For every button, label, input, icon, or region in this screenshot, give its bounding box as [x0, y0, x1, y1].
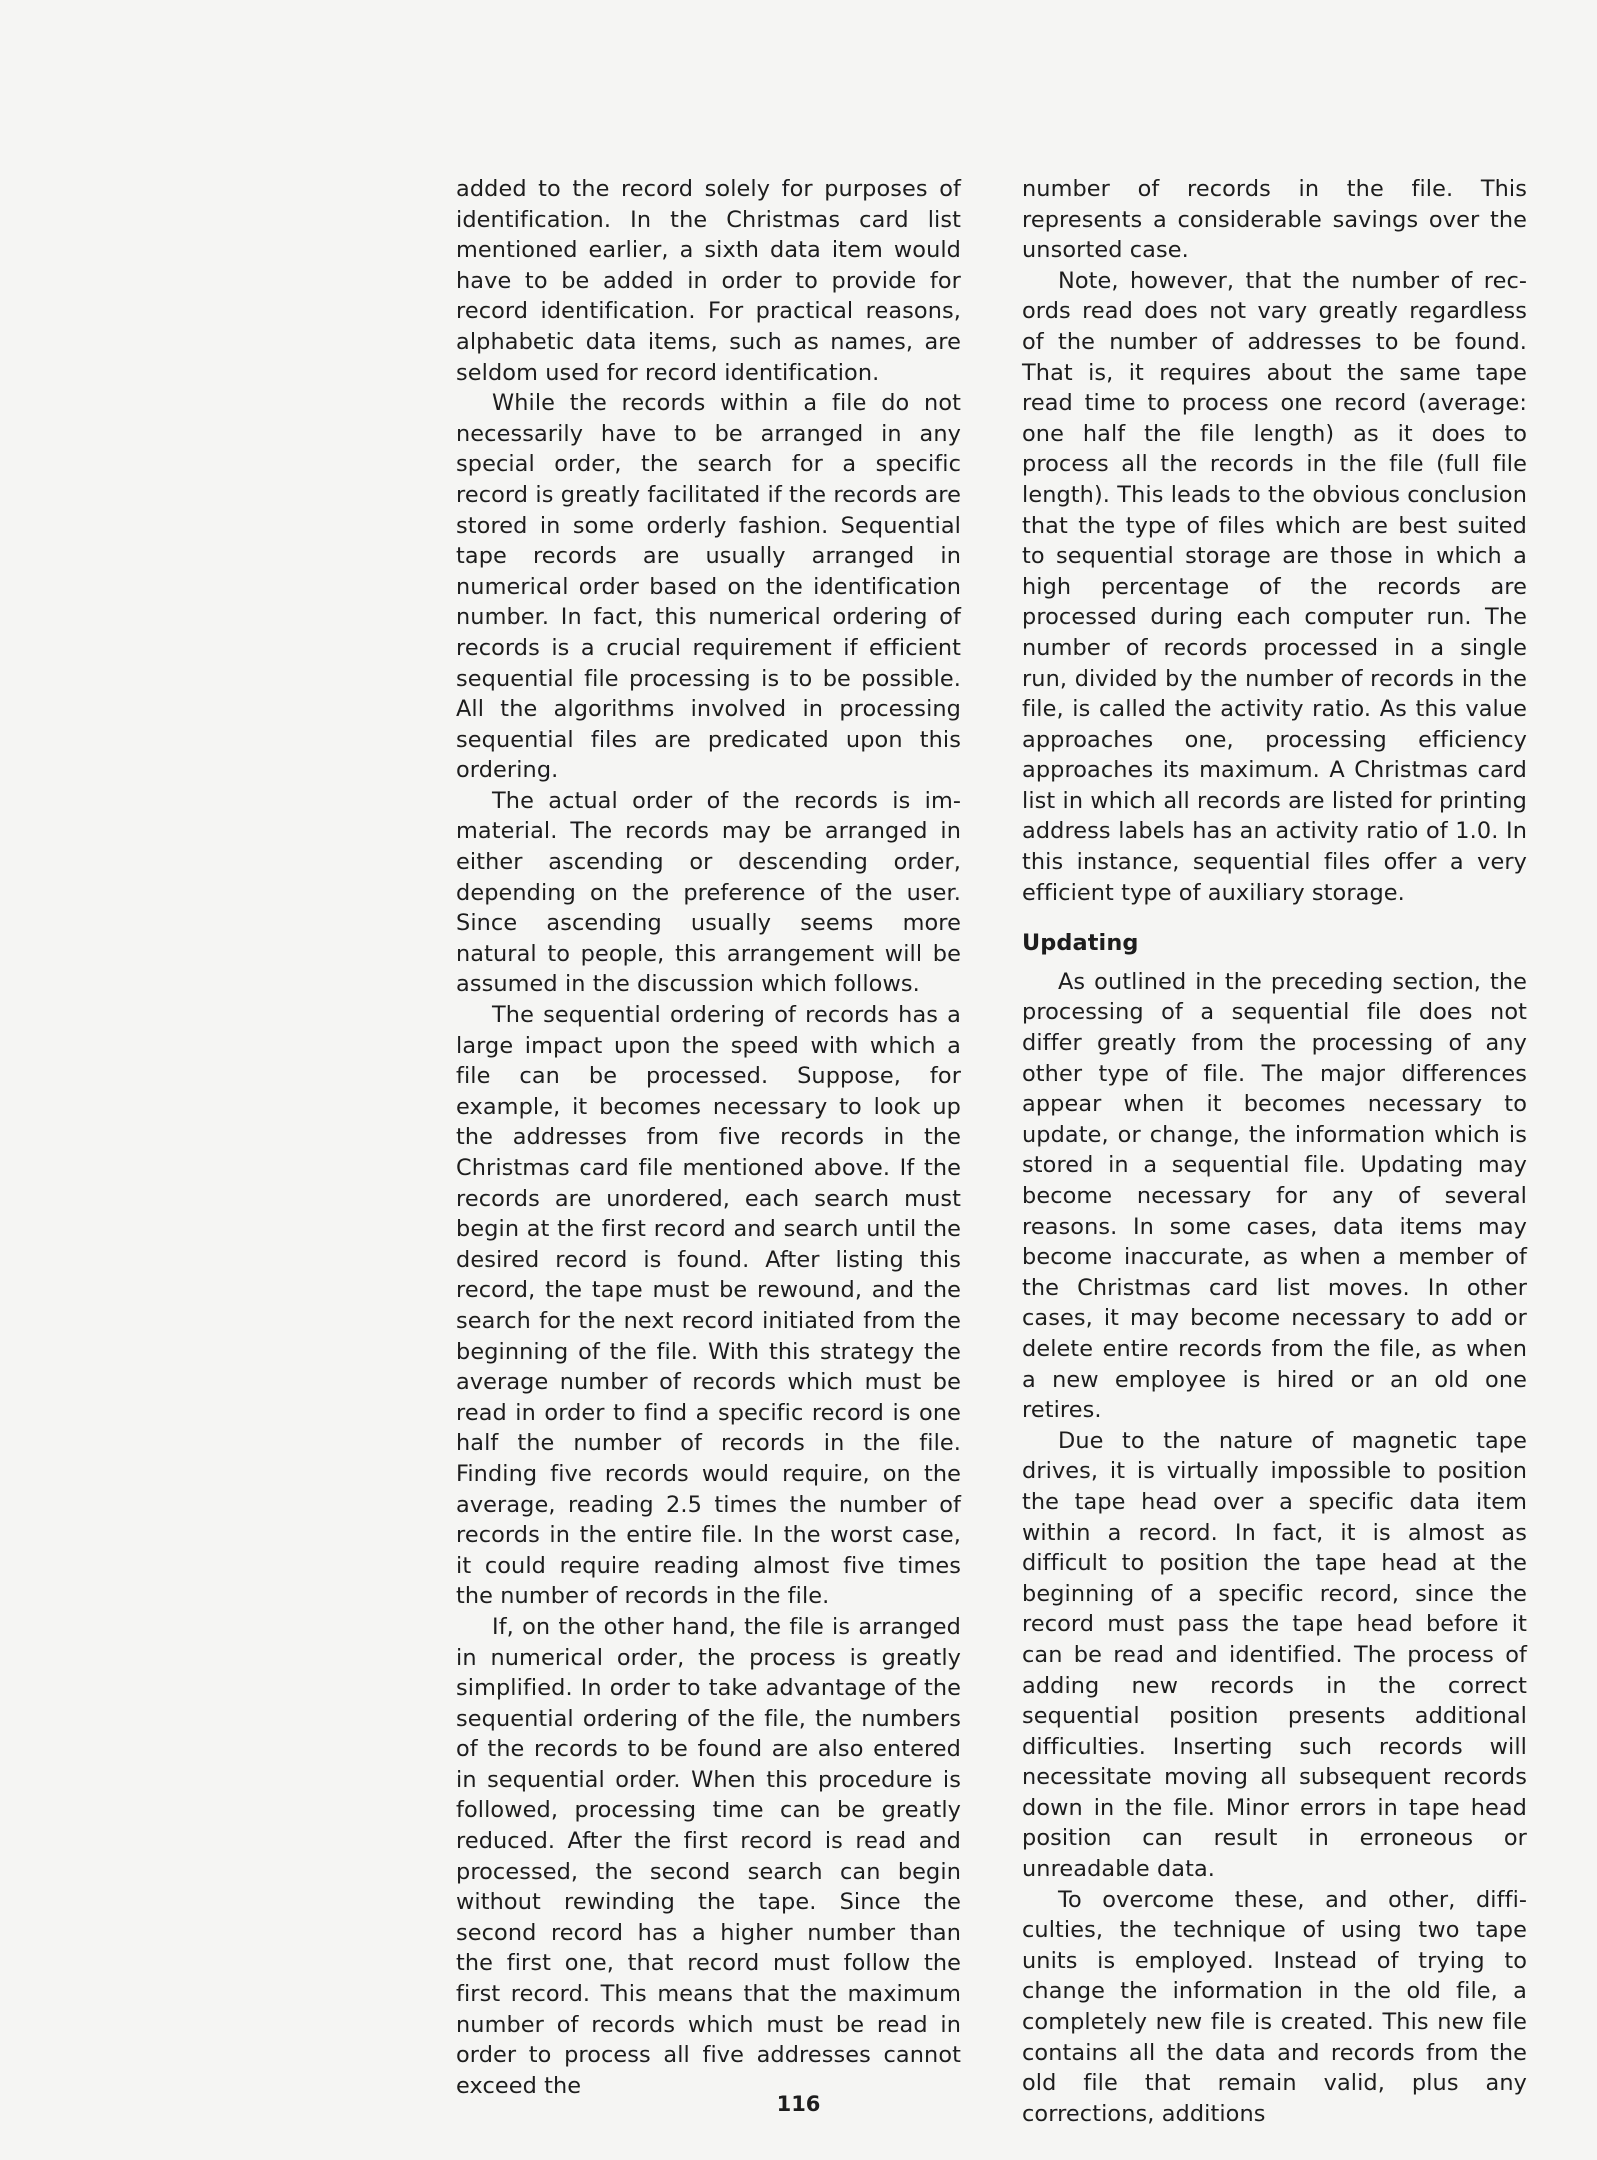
paragraph: added to the record solely for purposes of identification. In the Christmas card list mentioned earlier, a sixth data item would have to be added in order to provide for record identification. For practical reasons, alphabetic data items, such as names, are seldom used for record identification. — [456, 176, 961, 386]
paragraph: As outlined in the preceding section, the processing of a sequential file does not differ greatly from the processing of any other type of file. The major differences appear when it becomes necessary to update, or change, the information which is stored in a sequential file. Updating may become necessary for any of several reasons. In some cases, data items may become inaccurate, as when a member of the Christmas card list moves. In other cases, it may become necessary to add or delete entire records from the file, as when a new employee is hired or an old one retires. — [1022, 968, 1527, 1424]
right-text-column — [1022, 174, 1527, 2129]
paragraph: Note, however, that the number of records read does not vary greatly regardless of the number of addresses to be found. That is, it requires about the same tape read time to process one record (average: one half the file length) as it does to process all the records in the file (full file length). This leads to the obvious conclusion that the type of files which are best suited to sequential storage are those in which a high percentage of the records are processed during each computer run. The number of records processed in a single run, divided by the number of records in the file, is called the activity ratio. As this value approaches one, processing efficiency approaches its maximum. A Christmas card list in which all records are listed for printing address labels has an activity ratio of 1.0. In this instance, sequential files offer a very efficient type of auxiliary storage. — [1022, 267, 1527, 906]
paragraph: While the records within a file do not necessarily have to be arranged in any special order, the search for a specific record is greatly facilitated if the records are stored in some orderly fashion. Sequential tape records are usually arranged in numerical order based on the identification number. In fact, this numerical ordering of records is a crucial requirement if efficient sequential file processing is to be possible. All the algorithms involved in processing sequential files are predicated upon this ordering. — [456, 390, 961, 784]
paragraph: The actual order of the records is immaterial. The records may be arranged in either ascending or descending order, depending on the preference of the user. Since ascending usually seems more natural to people, this arrangement will be assumed in the discussion which follows. — [456, 787, 961, 998]
paragraph: If, on the other hand, the file is arranged in numerical order, the process is greatly simplified. In order to take advantage of the sequential ordering of the file, the numbers of the records to be found are also entered in sequential order. When this procedure is followed, processing time can be greatly reduced. After the first record is read and processed, the second search can begin without rewinding the tape. Since the second record has a higher number than the first one, that record must follow the first record. This means that the maximum number of records which must be read in order to process all five addresses cannot exceed the — [456, 1613, 961, 2099]
paragraph: number of records in the file. This represents a considerable savings over the unsorted case. — [1022, 176, 1527, 264]
paragraph: Due to the nature of magnetic tape drives, it is virtually impossible to position the tape head over a specific data item within a record. In fact, it is almost as difficult to position the tape head at the beginning of a specific record, since the record must pass the tape head before it can be read and identified. The process of adding new records in the correct sequential position presents additional difficulties. Inserting such records will necessitate moving all subsequent records down in the file. Minor errors in tape head position can result in erroneous or unreadable data. — [1022, 1427, 1527, 1883]
section-heading: Updating — [1022, 930, 1139, 957]
paragraph: To overcome these, and other, difficulties, the technique of using two tape units is employed. Instead of trying to change the information in the old file, a completely new file is created. This new file contains all the data and records from the old file that remain valid, plus any corrections, additions — [1022, 1886, 1527, 2127]
page-number: 116 — [776, 2092, 821, 2116]
left-text-column — [456, 174, 961, 2101]
paragraph: The sequential ordering of records has a large impact upon the speed with which a file can be processed. Suppose, for example, it becomes necessary to look up the addresses from five records in the Christmas card file mentioned above. If the records are unordered, each search must begin at the first record and search until the desired record is found. After listing this record, the tape must be rewound, and the search for the next record initiated from the beginning of the file. With this strategy the average number of records which must be read in order to find a specific record is one half the number of records in the file. Finding five records would require, on the average, reading 2.5 times the number of records in the entire file. In the worst case, it could require reading almost five times the number of records in the file. — [456, 1002, 961, 1610]
